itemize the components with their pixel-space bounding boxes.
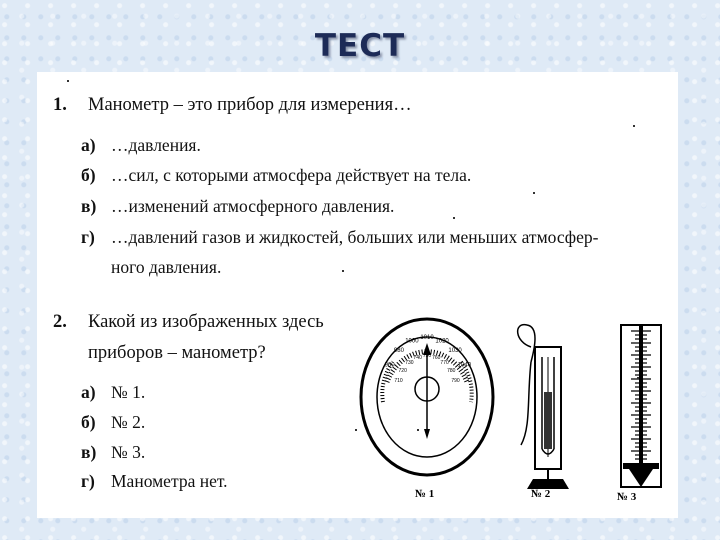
question-1-text: Манометр – это прибор для измерения… bbox=[88, 95, 412, 115]
option-text: …сил, с которыми атмосфера действует на тела. bbox=[111, 165, 472, 185]
option-letter: г) bbox=[81, 471, 95, 491]
dial-scale-label: 720 bbox=[398, 367, 407, 374]
dial-scale-label: 1020 bbox=[435, 338, 449, 345]
device-1-caption: № 1 bbox=[415, 488, 435, 500]
question-1-option-c[interactable] bbox=[81, 196, 394, 217]
slide-title: ТЕСТ bbox=[314, 28, 406, 64]
scale-device-icon bbox=[621, 325, 661, 487]
device-3-caption: № 3 bbox=[617, 491, 637, 503]
scan-speck bbox=[533, 192, 535, 194]
option-letter: в) bbox=[81, 196, 97, 216]
aneroid-dial-icon bbox=[361, 319, 493, 475]
option-text: № 1. bbox=[111, 382, 146, 402]
dial-scale-label: 960 bbox=[384, 362, 395, 369]
option-text: …изменений атмосферного давления. bbox=[111, 196, 395, 216]
scan-speck bbox=[342, 270, 344, 272]
scan-speck bbox=[355, 429, 357, 431]
question-2-text-line-1: Какой из изображенных здесь bbox=[88, 312, 324, 332]
question-1-option-a[interactable] bbox=[81, 135, 201, 156]
scan-speck bbox=[67, 80, 69, 82]
dial-scale-label: 1010 bbox=[420, 335, 434, 341]
dial-scale-label: 730 bbox=[405, 359, 414, 366]
test-sheet bbox=[37, 72, 678, 518]
scan-speck bbox=[637, 377, 639, 379]
question-1-number: 1. bbox=[53, 95, 67, 115]
dial-scale-label: 980 bbox=[393, 347, 404, 354]
question-2-option-d[interactable] bbox=[81, 471, 228, 492]
option-text: Манометра нет. bbox=[111, 471, 228, 491]
option-letter: а) bbox=[81, 382, 96, 402]
question-2-text-line-2: приборов – манометр? bbox=[88, 343, 266, 363]
dial-scale-label: 710 bbox=[394, 377, 403, 384]
option-letter: б) bbox=[81, 165, 96, 185]
devices-illustration bbox=[355, 317, 677, 517]
option-letter: б) bbox=[81, 412, 96, 432]
option-letter: г) bbox=[81, 227, 95, 247]
option-text: № 2. bbox=[111, 412, 146, 432]
dial-scale-label: 770 bbox=[440, 359, 449, 366]
dial-scale-label: 750 bbox=[422, 353, 432, 359]
dial-scale-label: 780 bbox=[447, 367, 456, 374]
option-text: …давления. bbox=[111, 135, 201, 155]
question-1-option-b[interactable] bbox=[81, 165, 471, 186]
question-2-option-b[interactable] bbox=[81, 412, 145, 433]
device-2-caption: № 2 bbox=[531, 488, 551, 500]
question-2-number: 2. bbox=[53, 312, 67, 332]
option-text: № 3. bbox=[111, 442, 146, 462]
scan-speck bbox=[453, 217, 455, 219]
dial-scale-label: 790 bbox=[451, 377, 460, 384]
question-2-option-c[interactable] bbox=[81, 442, 145, 463]
dial-scale-label: 1000 bbox=[405, 338, 419, 345]
question-2-option-a[interactable] bbox=[81, 382, 145, 403]
scan-speck bbox=[633, 125, 635, 127]
option-text: …давлений газов и жидкостей, больших или меньших атмосфер- bbox=[111, 227, 599, 247]
question-1-option-d-continuation: ного давления. bbox=[111, 257, 222, 277]
scan-speck bbox=[417, 429, 419, 431]
dial-scale-label: 1040 bbox=[457, 362, 472, 369]
option-letter: в) bbox=[81, 442, 97, 462]
dial-scale-label: 760 bbox=[432, 354, 441, 361]
question-1-option-d[interactable] bbox=[81, 227, 599, 248]
option-letter: а) bbox=[81, 135, 96, 155]
dial-scale-label: 1030 bbox=[448, 347, 462, 354]
liquid-manometer-icon bbox=[518, 325, 569, 489]
dial-scale-label: 740 bbox=[413, 354, 422, 361]
